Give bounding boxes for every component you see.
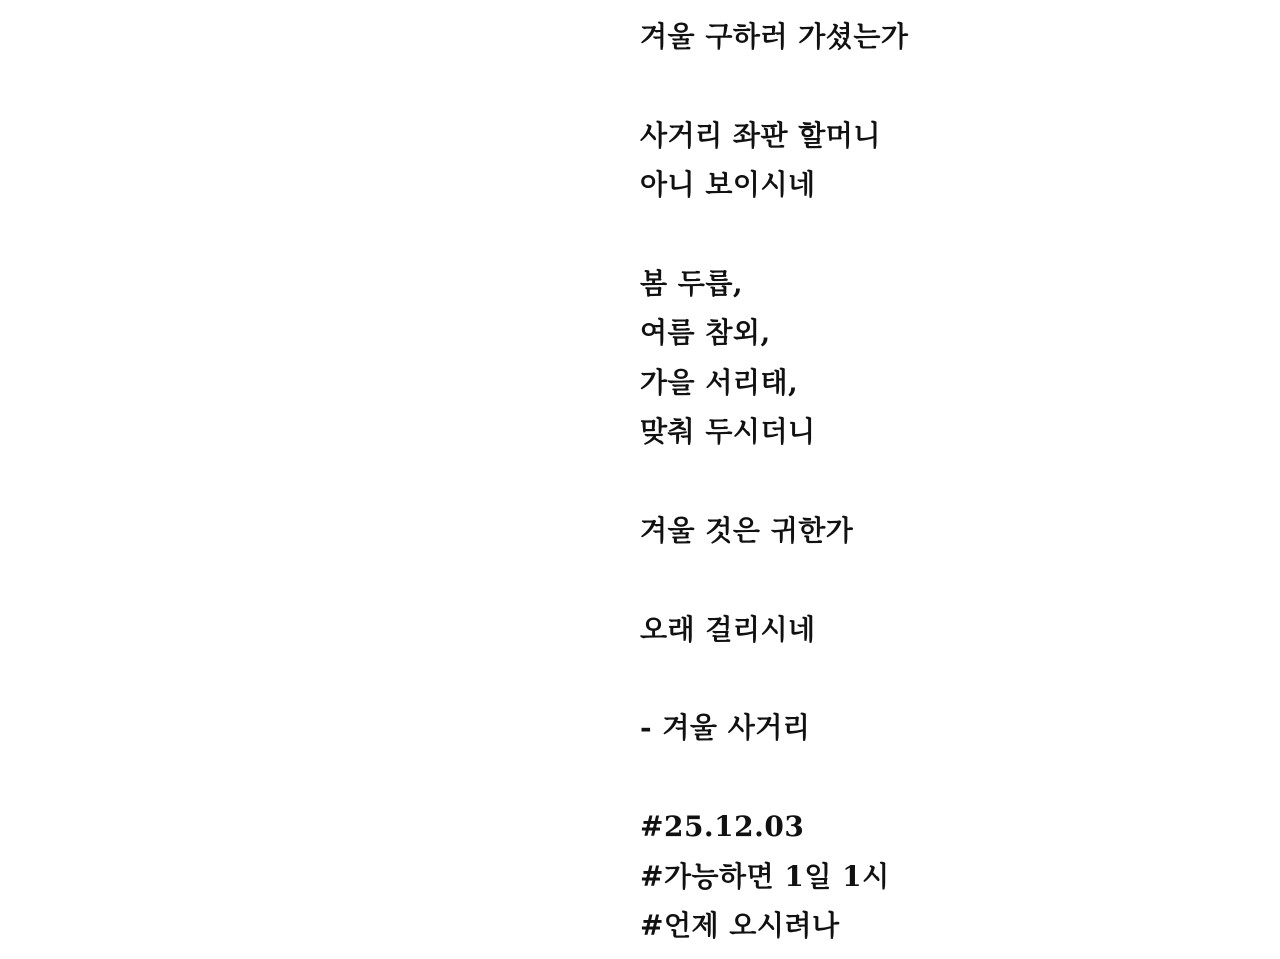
poem-line: 맞춰 두시더니 xyxy=(640,415,816,449)
stanza-break xyxy=(640,210,1240,259)
poem-signature: - 겨울 사거리 xyxy=(640,711,811,745)
stanza-break xyxy=(640,61,1240,110)
stanza-break xyxy=(640,457,1240,506)
poem-body xyxy=(640,12,1240,950)
poem-line: 오래 걸리시네 xyxy=(640,612,816,646)
stanza-break xyxy=(640,753,1240,802)
hashtag[interactable]: #가능하면 1일 1시 xyxy=(640,859,890,893)
poem-line: 봄 두릅, xyxy=(640,266,744,300)
poem-line: 겨울 구하러 가셨는가 xyxy=(640,20,909,53)
poem-line: 아니 보이시네 xyxy=(640,168,816,202)
poem-line: 여름 참외, xyxy=(640,316,771,350)
poem-line: 사거리 좌판 할머니 xyxy=(640,118,881,152)
hashtag[interactable]: #언제 오시려나 xyxy=(640,909,840,943)
hashtag[interactable]: #25.12.03 xyxy=(640,810,805,844)
poem-line: 겨울 것은 귀한가 xyxy=(640,513,854,547)
stanza-break xyxy=(640,654,1240,703)
stanza-break xyxy=(640,555,1240,604)
poem-line: 가을 서리태, xyxy=(640,365,799,399)
